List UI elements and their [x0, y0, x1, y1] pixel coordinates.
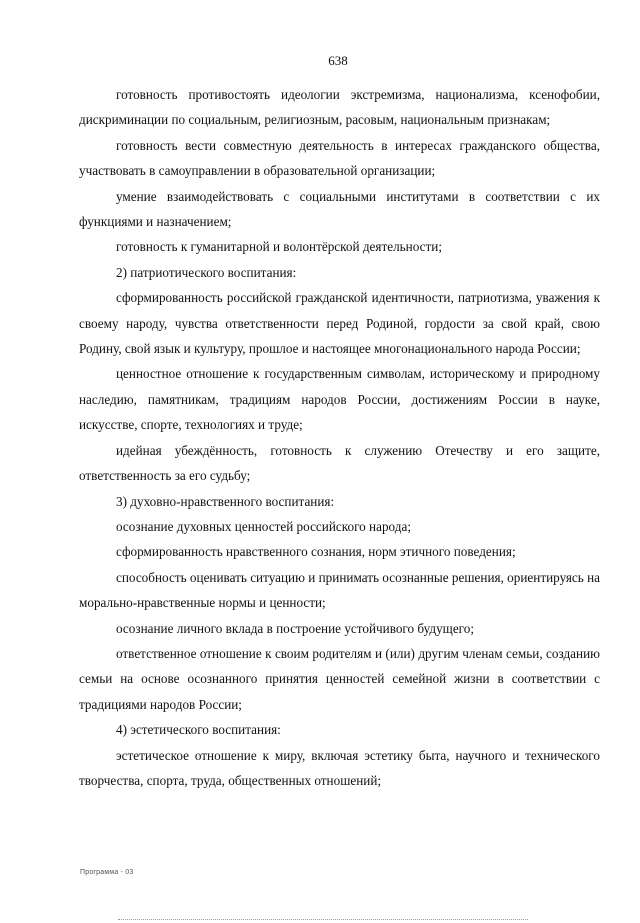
paragraph: эстетическое отношение к миру, включая эстетику быта, научного и технического творчества, спорта, труда, общественных отношений;: [79, 747, 600, 788]
paragraph: способность оценивать ситуацию и принимать осознанные решения, ориентируясь на морально-нравственные нормы и ценности;: [79, 569, 600, 611]
paragraph: осознание личного вклада в построение устойчивого будущего;: [116, 620, 475, 636]
paragraph: ответственное отношение к своим родителям и (или) другим членам семьи, созданию семьи на основе осознанного принятия ценностей семейной жизни в соответствии с традициями народов России;: [79, 645, 600, 712]
scan-edge-line: [118, 919, 528, 921]
section-heading: 4) эстетического воспитания:: [116, 722, 281, 738]
section-heading: 2) патриотического воспитания:: [116, 264, 297, 280]
section-heading: 3) духовно-нравственного воспитания:: [116, 493, 335, 509]
page-footer: Программа - 03: [80, 869, 134, 876]
paragraph: сформированность российской гражданской идентичности, патриотизма, уважения к своему народу, чувства ответственности перед Родиной, гордости за свой край, свою Родину, свой язык и культуру, прошлое и настоящее многонационального народа России;: [79, 290, 600, 357]
paragraph: сформированность нравственного сознания, норм этичного поведения;: [116, 544, 516, 560]
paragraph: осознание духовных ценностей российского народа;: [116, 518, 411, 534]
paragraph: готовность вести совместную деятельность в интересах гражданского общества, участвовать в самоуправлении в образовательной организации;: [79, 137, 600, 179]
paragraph: готовность к гуманитарной и волонтёрской деятельности;: [116, 239, 442, 255]
page-number: 638: [328, 53, 348, 68]
paragraph: идейная убеждённость, готовность к служению Отечеству и его защите, ответственность за его судьбу;: [79, 442, 600, 484]
document-body: [79, 82, 600, 793]
paragraph: умение взаимодействовать с социальными институтами в соответствии с их функциями и назначением;: [79, 188, 600, 230]
paragraph: ценностное отношение к государственным символам, историческому и природному наследию, памятникам, традициям народов России, достижениям России в науке, искусстве, спорте, технологиях и труде;: [79, 366, 600, 433]
paragraph: готовность противостоять идеологии экстремизма, национализма, ксенофобии, дискриминации по социальным, религиозным, расовым, национальным признакам;: [79, 87, 600, 128]
